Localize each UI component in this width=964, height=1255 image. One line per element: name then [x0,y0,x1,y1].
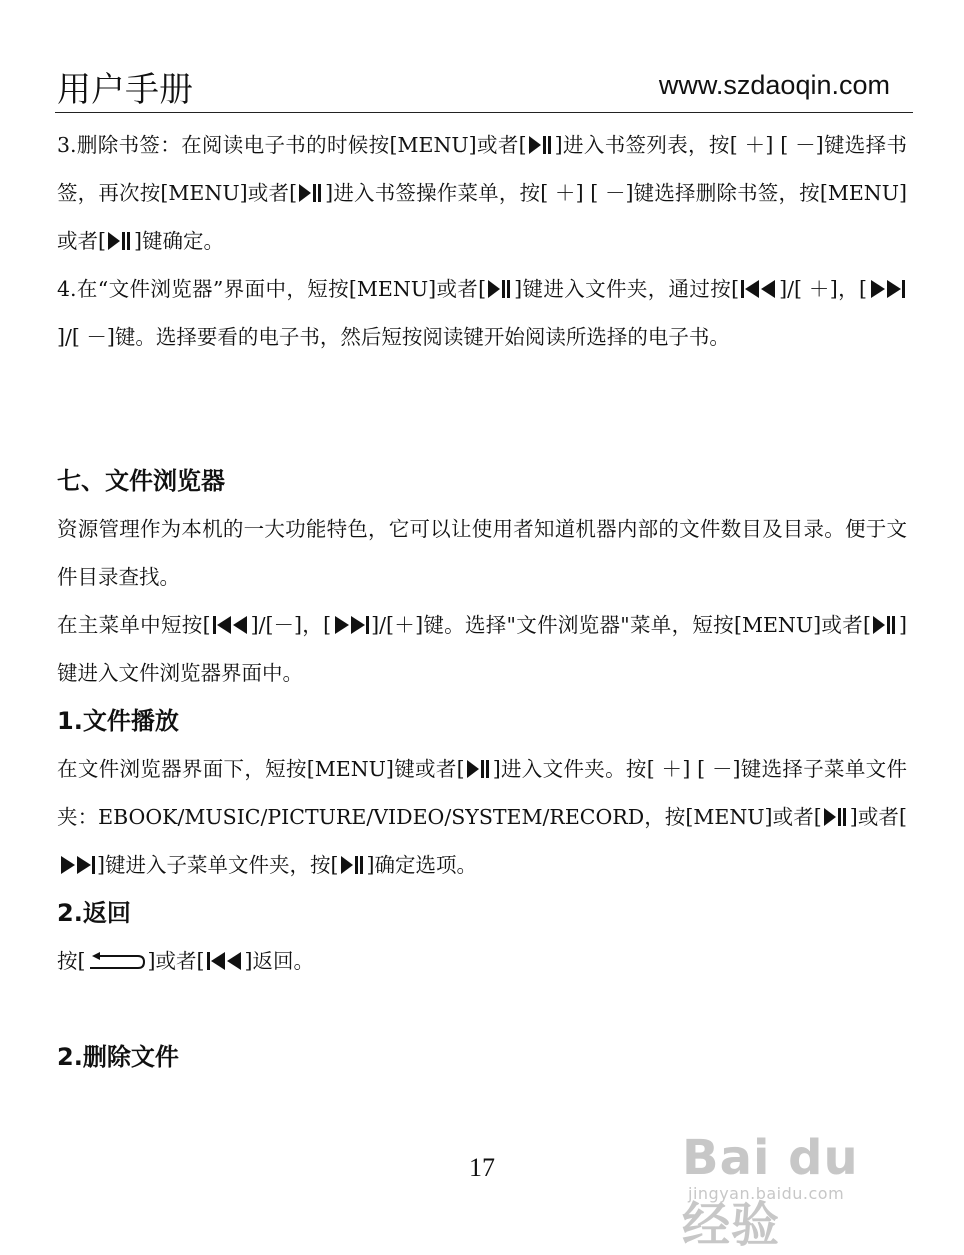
play-pause-icon [297,182,325,204]
text-segment: 按[ [57,949,86,973]
page-content [57,121,907,1081]
section-heading: 七、文件浏览器 [57,467,225,495]
text-segment: ]键确定。 [134,229,224,253]
text-segment: ]或者[ [147,949,205,973]
subsection-heading-delete: 2.删除文件 [57,1043,179,1071]
text-segment: ]返回。 [244,949,314,973]
header-divider [55,112,913,113]
text-segment: ]/[＋]键。选择"文件浏览器"菜单，短按[MENU]或者[ [371,613,872,637]
play-pause-icon [822,806,850,828]
file-browser-open-paragraph [57,265,907,361]
text-segment: ]/[ －]键。选择要看的电子书，然后短按阅读键开始阅读所选择的电子书。 [57,325,730,349]
text-segment: ]/[ ＋]，[ [779,277,867,301]
text-segment: 3.删除书签：在阅读电子书的时候按[MENU]或者[ [57,133,527,157]
back-arrow-icon [86,950,148,972]
next-track-icon [331,614,371,636]
play-pause-icon [486,278,514,300]
header-title: 用户手册 [57,70,193,110]
text-segment: ]或者[ [849,805,907,829]
text-segment: 4.在“文件浏览器”界面中，短按[MENU]或者[ [57,277,487,301]
baidu-watermark [682,1100,912,1253]
previous-track-icon [205,950,245,972]
bookmark-delete-paragraph [57,121,907,265]
previous-track-icon [211,614,251,636]
spacer [57,985,907,1033]
play-pause-icon [106,230,134,252]
subsection-heading-back: 2.返回 [57,899,131,927]
page-number: 17 [469,1153,495,1182]
header-url: www.szdaoqin.com [658,70,890,100]
previous-track-icon [739,278,779,300]
next-track-icon [57,854,97,876]
play-pause-icon [527,134,555,156]
main-menu-paragraph [57,601,907,697]
text-segment: ]进入文件夹。按[ ＋] [ －]键选择子菜单文件夹：EBOOK/MUSIC/PICTURE/VIDEO/SYSTEM/RECORD，按[MENU]或者[ [57,757,907,829]
text-segment: ]确定选项。 [366,853,477,877]
text-segment: 在文件浏览器界面下，短按[MENU]键或者[ [57,757,465,781]
text-segment: 在主菜单中短按[ [57,613,211,637]
intro-paragraph: 资源管理作为本机的一大功能特色，它可以让使用者知道机器内部的文件数目及目录。便于文件目录查找。 [57,517,907,589]
text-segment: ]进入书签操作菜单，按[ ＋] [ －]键选择删除书签，按[MENU]或者[ [57,181,907,253]
play-pause-icon [465,758,493,780]
text-segment: ]/[－]，[ [250,613,332,637]
watermark-brand: Bai du 经验 [682,1130,859,1253]
next-track-icon [867,278,907,300]
text-segment: ]键进入子菜单文件夹，按[ [97,853,339,877]
watermark-url: jingyan.baidu.com [688,1184,845,1203]
back-paragraph [57,937,907,985]
play-pause-icon [339,854,367,876]
text-segment: ]进入书签列表，按[ ＋] [ －]键选择书签，再次按[MENU]或者[ [57,133,907,205]
subsection-heading-playback: 1.文件播放 [57,707,179,735]
playback-paragraph [57,745,907,889]
spacer [57,361,907,457]
text-segment: ]键进入文件夹，通过按[ [514,277,740,301]
play-pause-icon [871,614,899,636]
text-segment: ]键进入文件浏览器界面中。 [57,613,908,685]
